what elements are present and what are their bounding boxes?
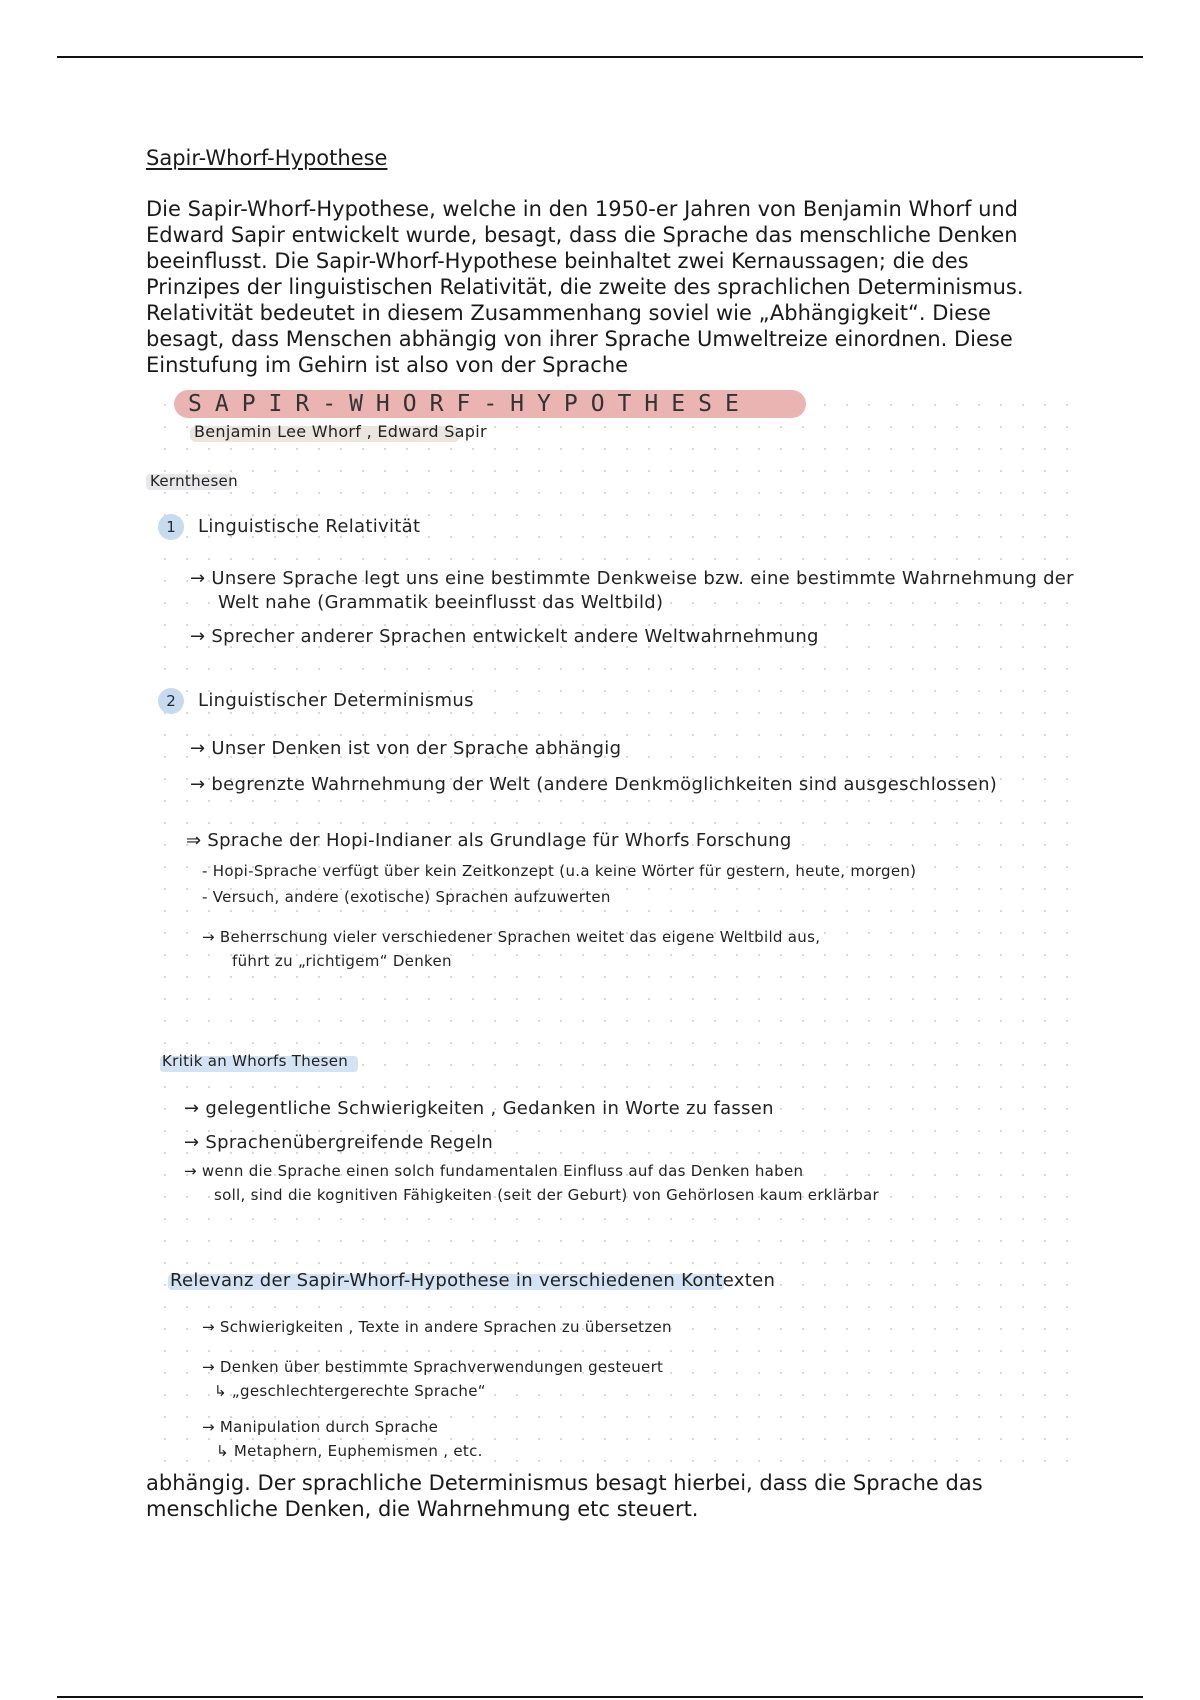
mastery-item: führt zu „richtigem“ Denken	[232, 952, 452, 970]
relevanz-item: ↳ Metaphern, Euphemismen , etc.	[216, 1442, 483, 1460]
section-kernthesen: Kernthesen	[150, 472, 238, 490]
hopi-item: ⇒ Sprache der Hopi-Indianer als Grundlage für Whorfs Forschung	[186, 830, 792, 851]
kritik-item: soll, sind die kognitiven Fähigkeiten (seit der Geburt) von Gehörlosen kaum erklärbar	[214, 1186, 879, 1204]
hopi-item: - Versuch, andere (exotische) Sprachen aufzuwerten	[202, 888, 611, 906]
section-relevanz: Relevanz der Sapir-Whorf-Hypothese in verschiedenen Kontexten	[170, 1270, 776, 1291]
section-kritik: Kritik an Whorfs Thesen	[162, 1052, 349, 1070]
point-2-heading: Linguistischer Determinismus	[198, 690, 474, 711]
kritik-item: → gelegentliche Schwierigkeiten , Gedanken in Worte zu fassen	[184, 1098, 774, 1119]
point-1-item: → Sprecher anderer Sprachen entwickelt andere Weltwahrnehmung	[190, 626, 819, 647]
point-1-item: Welt nahe (Grammatik beeinflusst das Weltbild)	[218, 592, 664, 613]
closing-paragraph: abhängig. Der sprachliche Determinismus besagt hierbei, dass die Sprache das menschliche Denken, die Wahrnehmung etc steuert.	[146, 1471, 983, 1521]
point-1-item: → Unsere Sprache legt uns eine bestimmte Denkweise bzw. eine bestimmte Wahrnehmung der	[190, 568, 1074, 589]
relevanz-item: → Schwierigkeiten , Texte in andere Sprachen zu übersetzen	[202, 1318, 672, 1336]
point-2-item: → begrenzte Wahrnehmung der Welt (andere Denkmöglichkeiten sind ausgeschlossen)	[190, 774, 998, 795]
kritik-item: → wenn die Sprache einen solch fundamentalen Einfluss auf das Denken haben	[184, 1162, 804, 1180]
notes-title: SAPIR-WHORF-HYPOTHESE	[188, 391, 752, 417]
point-2-badge: 2	[158, 688, 184, 714]
top-rule	[57, 56, 1143, 58]
handwritten-notes-image	[146, 388, 1076, 1468]
point-1-badge: 1	[158, 514, 184, 540]
point-2-item: → Unser Denken ist von der Sprache abhängig	[190, 738, 622, 759]
hopi-item: - Hopi-Sprache verfügt über kein Zeitkonzept (u.a keine Wörter für gestern, heute, morgen)	[202, 862, 917, 880]
document-title: Sapir-Whorf-Hypothese	[146, 146, 388, 170]
point-1-heading: Linguistische Relativität	[198, 516, 421, 537]
relevanz-item: ↳ „geschlechtergerechte Sprache“	[214, 1382, 486, 1400]
kritik-item: → Sprachenübergreifende Regeln	[184, 1132, 494, 1153]
notes-authors: Benjamin Lee Whorf , Edward Sapir	[194, 422, 487, 441]
relevanz-item: → Denken über bestimmte Sprachverwendungen gesteuert	[202, 1358, 664, 1376]
intro-paragraph: Die Sapir-Whorf-Hypothese, welche in den 1950-er Jahren von Benjamin Whorf und Edward Sapir entwickelt wurde, besagt, dass die Sprache das menschliche Denken beeinflusst. Die Sapir-Whorf-Hypothese beinhaltet zwei Kernaussagen; die des Prinzipes der linguistischen Relativität, die zweite des sprachlichen Determinismus. Relativität bedeutet in diesem Zusammenhang soviel wie „Abhängigkeit“. Diese besagt, dass Menschen abhängig von ihrer Sprache Umweltreize einordnen. Diese Einstufung im Gehirn ist also von der Sprache	[146, 197, 1024, 377]
mastery-item: → Beherrschung vieler verschiedener Sprachen weitet das eigene Weltbild aus,	[202, 928, 821, 946]
bottom-rule	[57, 1696, 1143, 1698]
relevanz-item: → Manipulation durch Sprache	[202, 1418, 439, 1436]
notes-title-banner	[174, 390, 806, 418]
